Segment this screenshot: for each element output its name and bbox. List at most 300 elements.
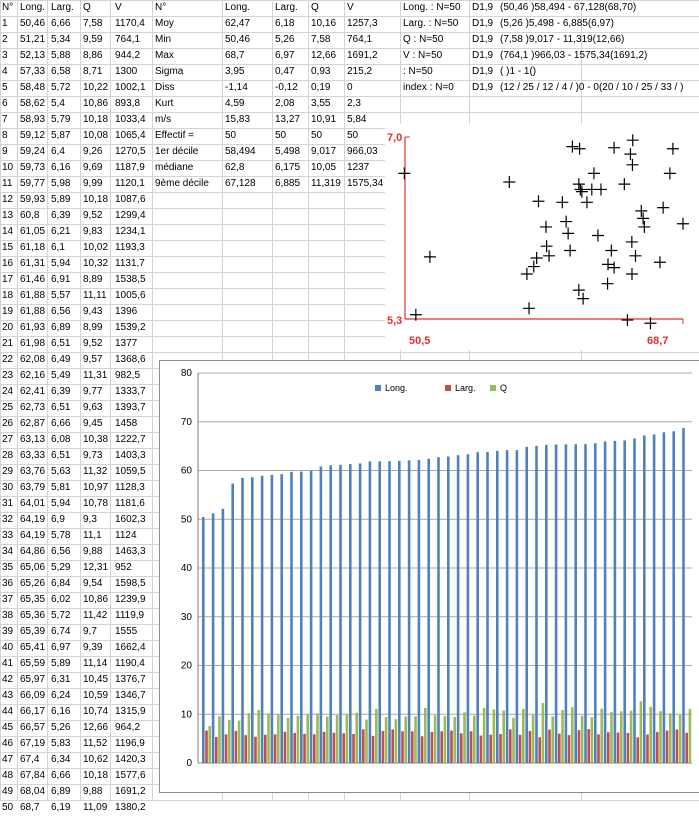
data-cell[interactable]: 48 xyxy=(2,770,14,781)
stats-cell[interactable]: 2,3 xyxy=(347,98,361,109)
data-cell[interactable]: 59,73 xyxy=(20,162,46,173)
data-cell[interactable]: 63,33 xyxy=(20,450,46,461)
data-cell[interactable]: 5,94 xyxy=(51,498,71,509)
data-cell[interactable]: 6,58 xyxy=(51,66,71,77)
stats-header-cell[interactable]: V xyxy=(347,2,354,13)
data-cell[interactable]: 1662,4 xyxy=(115,642,146,653)
data-cell[interactable]: 65,26 xyxy=(20,578,46,589)
data-cell[interactable]: 952 xyxy=(115,562,132,573)
data-cell[interactable]: 5,98 xyxy=(51,178,71,189)
stats-header-cell[interactable]: N° xyxy=(155,2,167,13)
data-cell[interactable]: 8,89 xyxy=(83,274,103,285)
data-cell[interactable]: 6,34 xyxy=(51,754,71,765)
stats-cell[interactable]: 7,58 xyxy=(311,34,331,45)
data-cell[interactable]: 65,06 xyxy=(20,562,46,573)
data-cell[interactable]: 5,78 xyxy=(51,530,71,541)
data-cell[interactable]: 32 xyxy=(2,514,14,525)
data-cell[interactable]: 62,41 xyxy=(20,386,46,397)
data-cell[interactable]: 64,19 xyxy=(20,530,46,541)
data-cell[interactable]: 9,26 xyxy=(83,146,103,157)
stats-cell[interactable]: 0,19 xyxy=(311,82,331,93)
data-cell[interactable]: 21 xyxy=(2,338,14,349)
stats-cell[interactable]: 0,47 xyxy=(275,66,295,77)
data-cell[interactable]: 4 xyxy=(2,66,8,77)
data-cell[interactable]: 50,46 xyxy=(20,18,46,29)
stats-cell[interactable]: 9ème décile xyxy=(155,178,209,189)
data-header-cell[interactable]: Q xyxy=(83,2,91,13)
summary-cell[interactable]: (12 / 25 / 12 / 4 / )0 - 0(20 / 10 / 25 / 33 / ) xyxy=(500,82,684,93)
data-cell[interactable]: 19 xyxy=(2,306,14,317)
data-cell[interactable]: 61,18 xyxy=(20,242,46,253)
data-cell[interactable]: 10,18 xyxy=(83,770,109,781)
summary-cell[interactable]: ( )1 - 1() xyxy=(500,66,537,77)
data-cell[interactable]: 5,89 xyxy=(51,658,71,669)
data-cell[interactable]: 6,89 xyxy=(51,786,71,797)
stats-cell[interactable]: 9,017 xyxy=(311,146,337,157)
data-cell[interactable]: 11,1 xyxy=(83,530,102,541)
data-cell[interactable]: 6,1 xyxy=(51,242,65,253)
data-cell[interactable]: 65,41 xyxy=(20,642,46,653)
data-cell[interactable]: 52,13 xyxy=(20,50,46,61)
data-cell[interactable]: 18 xyxy=(2,290,14,301)
data-cell[interactable]: 10,74 xyxy=(83,706,109,717)
stats-cell[interactable]: 12,66 xyxy=(311,50,337,61)
data-cell[interactable]: 10,08 xyxy=(83,130,109,141)
data-cell[interactable]: 12 xyxy=(2,194,14,205)
stats-cell[interactable]: 5,498 xyxy=(275,146,301,157)
summary-cell[interactable]: Q : N=50 xyxy=(403,34,444,45)
data-cell[interactable]: 65,59 xyxy=(20,658,46,669)
data-cell[interactable]: 61,05 xyxy=(20,226,46,237)
data-cell[interactable]: 1539,2 xyxy=(115,322,146,333)
data-cell[interactable]: 10,59 xyxy=(83,690,109,701)
data-cell[interactable]: 5,26 xyxy=(51,722,71,733)
data-cell[interactable]: 6,66 xyxy=(51,770,71,781)
data-cell[interactable]: 9,59 xyxy=(83,34,103,45)
stats-cell[interactable]: Diss xyxy=(155,82,175,93)
data-cell[interactable]: 5,29 xyxy=(51,562,71,573)
data-cell[interactable]: 3 xyxy=(2,50,8,61)
summary-cell[interactable]: (50,46 )58,494 - 67,128(68,70) xyxy=(500,2,637,13)
data-cell[interactable]: 42 xyxy=(2,674,14,685)
data-cell[interactable]: 8,99 xyxy=(83,322,103,333)
summary-cell[interactable]: (5,26 )5,498 - 6,885(6,97) xyxy=(500,18,614,29)
stats-cell[interactable]: 764,1 xyxy=(347,34,373,45)
stats-cell[interactable]: 1691,2 xyxy=(347,50,378,61)
data-cell[interactable]: 11,52 xyxy=(83,738,108,749)
data-cell[interactable]: 50 xyxy=(2,802,14,813)
data-cell[interactable]: 58,62 xyxy=(20,98,46,109)
data-cell[interactable]: 1396 xyxy=(115,306,138,317)
data-cell[interactable]: 65,97 xyxy=(20,674,46,685)
data-cell[interactable]: 27 xyxy=(2,434,14,445)
data-cell[interactable]: 1234,1 xyxy=(115,226,146,237)
stats-header-cell[interactable]: Long. xyxy=(225,2,251,13)
data-cell[interactable]: 29 xyxy=(2,466,14,477)
stats-cell[interactable]: -1,14 xyxy=(225,82,248,93)
data-cell[interactable]: 6,51 xyxy=(51,402,71,413)
data-cell[interactable]: 9 xyxy=(2,146,8,157)
stats-cell[interactable]: 58,494 xyxy=(225,146,256,157)
data-cell[interactable]: 8 xyxy=(2,130,8,141)
data-cell[interactable]: 68,04 xyxy=(20,786,46,797)
data-cell[interactable]: 893,8 xyxy=(115,98,141,109)
data-cell[interactable]: 65,39 xyxy=(20,626,46,637)
data-cell[interactable]: 1181,6 xyxy=(115,498,145,509)
summary-cell[interactable]: (764,1 )966,03 - 1575,34(1691,2) xyxy=(500,50,648,61)
stats-cell[interactable]: m/s xyxy=(155,114,172,125)
data-cell[interactable]: 10,62 xyxy=(83,754,109,765)
data-cell[interactable]: 6,19 xyxy=(51,802,71,813)
stats-cell[interactable]: 6,18 xyxy=(275,18,295,29)
data-cell[interactable]: 1119,9 xyxy=(115,610,145,621)
data-cell[interactable]: 5,72 xyxy=(51,610,71,621)
data-cell[interactable]: 25 xyxy=(2,402,14,413)
data-cell[interactable]: 1377 xyxy=(115,338,138,349)
data-cell[interactable]: 2 xyxy=(2,34,8,45)
data-cell[interactable]: 1120,1 xyxy=(115,178,145,189)
data-cell[interactable]: 10,32 xyxy=(83,258,109,269)
data-cell[interactable]: 14 xyxy=(2,226,14,237)
data-cell[interactable]: 9,43 xyxy=(83,306,103,317)
data-cell[interactable]: 51,21 xyxy=(20,34,46,45)
data-cell[interactable]: 31 xyxy=(2,498,14,509)
summary-cell[interactable]: index : N=0 xyxy=(403,82,454,93)
data-cell[interactable]: 9,88 xyxy=(83,786,103,797)
data-cell[interactable]: 1239,9 xyxy=(115,594,146,605)
data-cell[interactable]: 1691,2 xyxy=(115,786,146,797)
data-header-cell[interactable]: Long. xyxy=(20,2,46,13)
data-cell[interactable]: 64,01 xyxy=(20,498,46,509)
data-cell[interactable]: 9,83 xyxy=(83,226,103,237)
data-cell[interactable]: 44 xyxy=(2,706,14,717)
stats-cell[interactable]: 966,03 xyxy=(347,146,378,157)
stats-cell[interactable]: 215,2 xyxy=(347,66,373,77)
stats-cell[interactable]: 10,05 xyxy=(311,162,337,173)
summary-cell[interactable]: (7,58 )9,017 - 11,319(12,66) xyxy=(500,34,625,45)
data-cell[interactable]: 45 xyxy=(2,722,14,733)
data-cell[interactable]: 1059,5 xyxy=(115,466,146,477)
data-cell[interactable]: 66,57 xyxy=(20,722,46,733)
data-cell[interactable]: 28 xyxy=(2,450,14,461)
stats-cell[interactable]: 62,47 xyxy=(225,18,251,29)
data-cell[interactable]: 944,2 xyxy=(115,50,141,61)
data-cell[interactable]: 11,31 xyxy=(83,370,108,381)
data-cell[interactable]: 9,88 xyxy=(83,546,103,557)
data-cell[interactable]: 22 xyxy=(2,354,14,365)
data-cell[interactable]: 1393,7 xyxy=(115,402,146,413)
data-cell[interactable]: 6,91 xyxy=(51,274,71,285)
data-cell[interactable]: 1222,7 xyxy=(115,434,146,445)
data-cell[interactable]: 1380,2 xyxy=(115,802,146,813)
data-cell[interactable]: 37 xyxy=(2,594,14,605)
stats-cell[interactable]: Min xyxy=(155,34,172,45)
data-cell[interactable]: 1190,4 xyxy=(115,658,145,669)
data-cell[interactable]: 8,86 xyxy=(83,50,103,61)
data-cell[interactable]: 1087,6 xyxy=(115,194,146,205)
data-cell[interactable]: 10,78 xyxy=(83,498,109,509)
data-cell[interactable]: 58,48 xyxy=(20,82,46,93)
data-cell[interactable]: 64,19 xyxy=(20,514,46,525)
data-cell[interactable]: 9,39 xyxy=(83,642,103,653)
data-cell[interactable]: 39 xyxy=(2,626,14,637)
data-cell[interactable]: 13 xyxy=(2,210,14,221)
stats-cell[interactable]: Sigma xyxy=(155,66,184,77)
stats-cell[interactable]: 10,16 xyxy=(311,18,337,29)
data-cell[interactable]: 61,31 xyxy=(20,258,46,269)
data-cell[interactable]: 5,83 xyxy=(51,738,71,749)
data-cell[interactable]: 10 xyxy=(2,162,14,173)
data-cell[interactable]: 9,45 xyxy=(83,418,103,429)
data-cell[interactable]: 7,58 xyxy=(83,18,103,29)
data-cell[interactable]: 1299,4 xyxy=(115,210,146,221)
data-cell[interactable]: 36 xyxy=(2,578,14,589)
data-cell[interactable]: 5,34 xyxy=(51,34,71,45)
data-cell[interactable]: 6,97 xyxy=(51,642,71,653)
data-cell[interactable]: 6,84 xyxy=(51,578,71,589)
data-cell[interactable]: 46 xyxy=(2,738,14,749)
data-cell[interactable]: 11,11 xyxy=(83,290,107,301)
data-cell[interactable]: 9,69 xyxy=(83,162,103,173)
data-cell[interactable]: 6,24 xyxy=(51,690,71,701)
data-cell[interactable]: 65,35 xyxy=(20,594,46,605)
data-cell[interactable]: 61,88 xyxy=(20,306,46,317)
data-cell[interactable]: 10,86 xyxy=(83,98,109,109)
stats-cell[interactable]: 50 xyxy=(347,130,359,141)
stats-cell[interactable]: 13,27 xyxy=(275,114,301,125)
scatter-chart[interactable] xyxy=(385,124,699,350)
stats-cell[interactable]: 0,93 xyxy=(311,66,331,77)
stats-cell[interactable]: médiane xyxy=(155,162,194,173)
data-cell[interactable]: 1131,7 xyxy=(115,258,145,269)
data-cell[interactable]: 5,81 xyxy=(51,482,71,493)
data-cell[interactable]: 1196,9 xyxy=(115,738,145,749)
data-cell[interactable]: 6,56 xyxy=(51,546,71,557)
data-cell[interactable]: 10,18 xyxy=(83,114,109,125)
data-cell[interactable]: 67,19 xyxy=(20,738,46,749)
stats-cell[interactable]: 50,46 xyxy=(225,34,251,45)
stats-cell[interactable]: -0,12 xyxy=(275,82,298,93)
data-cell[interactable]: 11,32 xyxy=(83,466,108,477)
data-cell[interactable]: 6,16 xyxy=(51,706,71,717)
data-cell[interactable]: 40 xyxy=(2,642,14,653)
stats-cell[interactable]: Moy xyxy=(155,18,174,29)
summary-cell[interactable]: D1,9 xyxy=(472,50,494,61)
data-cell[interactable]: 1463,3 xyxy=(115,546,146,557)
data-cell[interactable]: 1300 xyxy=(115,66,138,77)
data-cell[interactable]: 16 xyxy=(2,258,14,269)
data-cell[interactable]: 12,31 xyxy=(83,562,109,573)
bar-chart[interactable] xyxy=(159,360,699,793)
data-cell[interactable]: 12,66 xyxy=(83,722,109,733)
data-cell[interactable]: 5 xyxy=(2,82,8,93)
data-cell[interactable]: 67,4 xyxy=(20,754,40,765)
stats-cell[interactable]: 11,319 xyxy=(311,178,341,189)
data-cell[interactable]: 1315,9 xyxy=(115,706,146,717)
data-cell[interactable]: 1555 xyxy=(115,626,138,637)
data-cell[interactable]: 9,77 xyxy=(83,386,103,397)
stats-cell[interactable]: 1er décile xyxy=(155,146,199,157)
summary-cell[interactable]: D1,9 xyxy=(472,18,494,29)
data-cell[interactable]: 11 xyxy=(2,178,13,189)
data-cell[interactable]: 1170,4 xyxy=(115,18,145,29)
data-cell[interactable]: 7 xyxy=(2,114,8,125)
data-cell[interactable]: 9,52 xyxy=(83,210,103,221)
data-cell[interactable]: 6,31 xyxy=(51,674,71,685)
data-cell[interactable]: 5,94 xyxy=(51,258,71,269)
summary-cell[interactable]: D1,9 xyxy=(472,66,494,77)
data-cell[interactable]: 6,56 xyxy=(51,306,71,317)
data-cell[interactable]: 5,79 xyxy=(51,114,71,125)
data-cell[interactable]: 15 xyxy=(2,242,14,253)
data-cell[interactable]: 1333,7 xyxy=(115,386,146,397)
stats-cell[interactable]: 6,175 xyxy=(275,162,301,173)
data-cell[interactable]: 26 xyxy=(2,418,14,429)
data-cell[interactable]: 1346,7 xyxy=(115,690,146,701)
data-cell[interactable]: 24 xyxy=(2,386,14,397)
data-cell[interactable]: 6,74 xyxy=(51,626,71,637)
data-cell[interactable]: 11,42 xyxy=(83,610,108,621)
data-cell[interactable]: 10,86 xyxy=(83,594,109,605)
data-cell[interactable]: 1403,3 xyxy=(115,450,146,461)
data-cell[interactable]: 23 xyxy=(2,370,14,381)
data-cell[interactable]: 1598,5 xyxy=(115,578,146,589)
data-cell[interactable]: 9,63 xyxy=(83,402,103,413)
stats-cell[interactable]: 2,08 xyxy=(275,98,295,109)
data-cell[interactable]: 5,72 xyxy=(51,82,71,93)
data-cell[interactable]: 1124 xyxy=(115,530,137,541)
data-cell[interactable]: 59,24 xyxy=(20,146,46,157)
data-cell[interactable]: 6,16 xyxy=(51,162,71,173)
stats-cell[interactable]: Max xyxy=(155,50,174,61)
data-cell[interactable]: 6,39 xyxy=(51,386,71,397)
data-cell[interactable]: 1577,6 xyxy=(115,770,146,781)
data-cell[interactable]: 6,49 xyxy=(51,354,71,365)
stats-cell[interactable]: 3,95 xyxy=(225,66,245,77)
data-cell[interactable]: 764,1 xyxy=(115,34,141,45)
data-cell[interactable]: 1033,4 xyxy=(115,114,146,125)
stats-cell[interactable]: 50 xyxy=(311,130,323,141)
data-cell[interactable]: 64,86 xyxy=(20,546,46,557)
data-cell[interactable]: 41 xyxy=(2,658,14,669)
stats-cell[interactable]: 50 xyxy=(275,130,287,141)
data-cell[interactable]: 8,71 xyxy=(83,66,103,77)
data-cell[interactable]: 35 xyxy=(2,562,14,573)
data-cell[interactable]: 6,51 xyxy=(51,450,71,461)
data-cell[interactable]: 10,45 xyxy=(83,674,109,685)
data-cell[interactable]: 6,66 xyxy=(51,18,71,29)
data-cell[interactable]: 10,97 xyxy=(83,482,109,493)
data-cell[interactable]: 1368,6 xyxy=(115,354,146,365)
data-cell[interactable]: 5,89 xyxy=(51,194,71,205)
data-cell[interactable]: 62,73 xyxy=(20,402,46,413)
data-cell[interactable]: 5,49 xyxy=(51,370,71,381)
data-cell[interactable]: 61,46 xyxy=(20,274,46,285)
data-cell[interactable]: 10,02 xyxy=(83,242,109,253)
data-cell[interactable]: 6,51 xyxy=(51,338,71,349)
data-cell[interactable]: 6,9 xyxy=(51,514,65,525)
data-cell[interactable]: 33 xyxy=(2,530,14,541)
stats-cell[interactable]: Effectif = xyxy=(155,130,195,141)
stats-cell[interactable]: 1257,3 xyxy=(347,18,378,29)
data-cell[interactable]: 5,87 xyxy=(51,130,71,141)
data-cell[interactable]: 67,84 xyxy=(20,770,46,781)
stats-cell[interactable]: 6,97 xyxy=(275,50,295,61)
data-cell[interactable]: 30 xyxy=(2,482,14,493)
data-cell[interactable]: 6 xyxy=(2,98,8,109)
data-cell[interactable]: 61,98 xyxy=(20,338,46,349)
stats-cell[interactable]: 4,59 xyxy=(225,98,245,109)
data-cell[interactable]: 47 xyxy=(2,754,14,765)
data-cell[interactable]: 1376,7 xyxy=(115,674,146,685)
data-cell[interactable]: 1002,1 xyxy=(115,82,146,93)
data-cell[interactable]: 1193,3 xyxy=(115,242,145,253)
stats-cell[interactable]: 50 xyxy=(225,130,237,141)
data-cell[interactable]: 34 xyxy=(2,546,14,557)
data-cell[interactable]: 6,4 xyxy=(51,146,65,157)
data-cell[interactable]: 6,21 xyxy=(51,226,71,237)
data-cell[interactable]: 59,93 xyxy=(20,194,46,205)
stats-cell[interactable]: 68,7 xyxy=(225,50,245,61)
data-cell[interactable]: 17 xyxy=(2,274,14,285)
data-cell[interactable]: 63,13 xyxy=(20,434,46,445)
data-cell[interactable]: 982,5 xyxy=(115,370,141,381)
data-header-cell[interactable]: N° xyxy=(2,2,14,13)
data-cell[interactable]: 9,52 xyxy=(83,338,103,349)
stats-cell[interactable]: 1575,34 xyxy=(347,178,384,189)
data-cell[interactable]: 60,8 xyxy=(20,210,40,221)
data-cell[interactable]: 20 xyxy=(2,322,14,333)
data-cell[interactable]: 66,09 xyxy=(20,690,46,701)
data-cell[interactable]: 1602,3 xyxy=(115,514,146,525)
summary-cell[interactable]: : N=50 xyxy=(403,66,433,77)
summary-cell[interactable]: D1,9 xyxy=(472,82,494,93)
data-cell[interactable]: 10,22 xyxy=(83,82,109,93)
summary-cell[interactable]: Long. : N=50 xyxy=(403,2,461,13)
data-cell[interactable]: 6,89 xyxy=(51,322,71,333)
data-header-cell[interactable]: V xyxy=(115,2,122,13)
stats-cell[interactable]: 3,55 xyxy=(311,98,331,109)
data-cell[interactable]: 6,08 xyxy=(51,434,71,445)
data-cell[interactable]: 62,87 xyxy=(20,418,46,429)
data-cell[interactable]: 61,88 xyxy=(20,290,46,301)
stats-cell[interactable]: 67,128 xyxy=(225,178,256,189)
data-cell[interactable]: 10,38 xyxy=(83,434,109,445)
data-cell[interactable]: 11,09 xyxy=(83,802,108,813)
summary-cell[interactable]: D1,9 xyxy=(472,2,494,13)
stats-header-cell[interactable]: Q xyxy=(311,2,319,13)
summary-cell[interactable]: D1,9 xyxy=(472,34,494,45)
stats-cell[interactable]: 0 xyxy=(347,82,353,93)
data-cell[interactable]: 5,57 xyxy=(51,290,71,301)
stats-cell[interactable]: 6,885 xyxy=(275,178,301,189)
stats-cell[interactable]: Kurt xyxy=(155,98,174,109)
stats-cell[interactable]: 5,26 xyxy=(275,34,295,45)
stats-cell[interactable]: 1237 xyxy=(347,162,370,173)
data-cell[interactable]: 1005,6 xyxy=(115,290,146,301)
data-cell[interactable]: 58,93 xyxy=(20,114,46,125)
stats-cell[interactable]: 10,91 xyxy=(311,114,337,125)
data-cell[interactable]: 11,14 xyxy=(83,658,108,669)
data-cell[interactable]: 43 xyxy=(2,690,14,701)
data-cell[interactable]: 10,18 xyxy=(83,194,109,205)
data-cell[interactable]: 9,7 xyxy=(83,626,97,637)
data-cell[interactable]: 49 xyxy=(2,786,14,797)
summary-cell[interactable]: Larg. : N=50 xyxy=(403,18,459,29)
stats-cell[interactable]: 62,8 xyxy=(225,162,245,173)
data-cell[interactable]: 1128,3 xyxy=(115,482,145,493)
data-cell[interactable]: 62,16 xyxy=(20,370,46,381)
